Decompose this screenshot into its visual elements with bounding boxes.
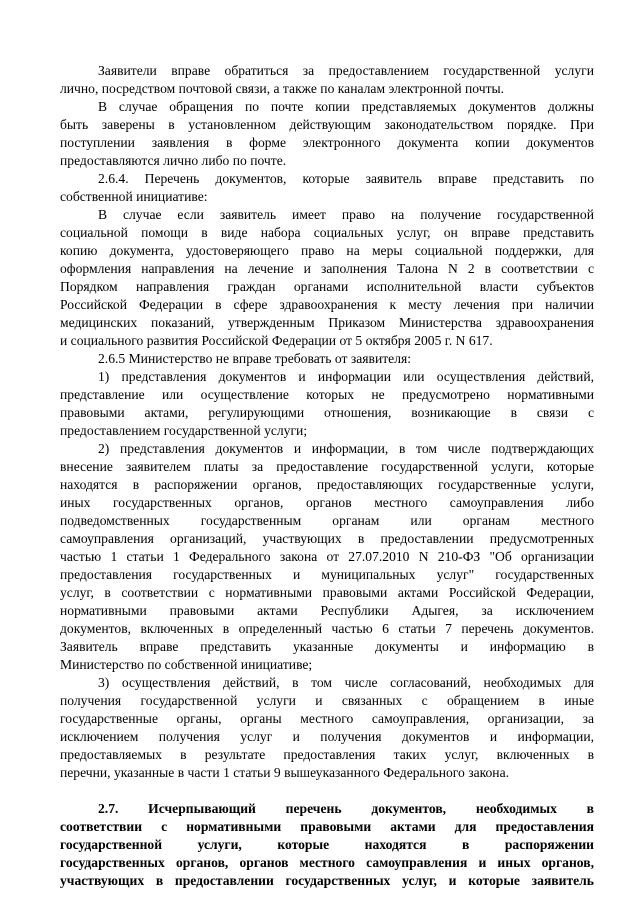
paragraph-line: поступлении заявления в форме электронного документа копии документов bbox=[60, 135, 594, 150]
paragraph-line: перечни, указанные в части 1 статьи 9 вышеуказанного Федерального закона. bbox=[60, 765, 510, 780]
paragraph-line: быть заверены в установленном действующим законодательством порядке. При bbox=[60, 117, 594, 132]
paragraph-line: получения государственной услуги и связанных с обращением в иные bbox=[60, 693, 594, 708]
paragraph-line: предоставляются лично либо по почте. bbox=[60, 153, 287, 168]
paragraph-line: собственной инициативе: bbox=[60, 189, 208, 204]
paragraph-line: 1) представления документов и информации или осуществления действий, bbox=[98, 369, 594, 384]
paragraph-line: Заявитель вправе представить указанные документы и информацию в bbox=[60, 639, 594, 654]
paragraph-line: услуг, в соответствии с нормативными правовыми актами Российской Федерации, bbox=[60, 585, 594, 600]
section-heading-line: участвующих в предоставлении государственных услуг, и которые заявитель bbox=[60, 873, 594, 888]
paragraph-line: Заявители вправе обратиться за предоставлением государственной услуги bbox=[98, 63, 594, 78]
paragraph-line: медицинских показаний, утвержденным Приказом Министерства здравоохранения bbox=[60, 315, 594, 330]
paragraph-line: лично, посредством почтовой связи, а также по каналам электронной почты. bbox=[60, 81, 505, 96]
paragraph-line: частью 1 статьи 1 Федерального закона от 27.07.2010 N 210-ФЗ "Об организации bbox=[60, 549, 594, 564]
paragraph-line: подведомственных государственным органам или органам местного bbox=[60, 513, 594, 528]
paragraph-line: В случае обращения по почте копии представляемых документов должны bbox=[98, 99, 594, 114]
paragraph-line: 2.6.4. Перечень документов, которые заявитель вправе представить по bbox=[98, 171, 594, 186]
paragraph-line: находятся в распоряжении органов, предоставляющих государственные услуги, bbox=[60, 477, 594, 492]
paragraph-line: копию документа, удостоверяющего право на меры социальной поддержки, для bbox=[60, 243, 594, 258]
section-heading-line: государственной услуги, которые находятся в распоряжении bbox=[60, 837, 594, 852]
paragraph-line: государственные органы, органы местного самоуправления, организации, за bbox=[60, 711, 594, 726]
section-heading-line: государственных органов, органов местного самоуправления и иных органов, bbox=[60, 855, 594, 870]
section-heading-line: 2.7. Исчерпывающий перечень документов, необходимых в bbox=[98, 801, 594, 816]
paragraph-line: оформления направления на лечение и заполнения Талона N 2 в соответствии с bbox=[60, 261, 594, 276]
paragraph-line: социальной помощи в виде набора социальных услуг, он вправе представить bbox=[60, 225, 594, 240]
paragraph-line: и социального развития Российской Федерации от 5 октября 2005 г. N 617. bbox=[60, 333, 493, 348]
paragraph-line: нормативными правовыми актами Республики Адыгея, за исключением bbox=[60, 603, 594, 618]
paragraph-line: предоставления государственных и муниципальных услуг" государственных bbox=[60, 567, 594, 582]
paragraph-line: внесение заявителем платы за предоставление государственной услуги, которые bbox=[60, 459, 594, 474]
paragraph-line: 2) представления документов и информации, в том числе подтверждающих bbox=[98, 441, 594, 456]
paragraph-line: 3) осуществления действий, в том числе согласований, необходимых для bbox=[98, 675, 594, 690]
paragraph-line: самоуправления организаций, участвующих в предоставлении предусмотренных bbox=[60, 531, 594, 546]
paragraph-line: документов, включенных в определенный частью 6 статьи 7 перечень документов. bbox=[60, 621, 594, 636]
paragraph-line: исключением получения услуг и получения документов и информации, bbox=[60, 729, 594, 744]
paragraph-line: иных государственных органов, органов местного самоуправления либо bbox=[60, 495, 594, 510]
section-heading-line: соответствии с нормативными правовыми актами для предоставления bbox=[60, 819, 594, 834]
paragraph-line: предоставляемых в результате предоставления таких услуг, включенных в bbox=[60, 747, 594, 762]
paragraph-line: предоставлением государственной услуги; bbox=[60, 423, 308, 438]
paragraph-line: В случае если заявитель имеет право на получение государственной bbox=[98, 207, 594, 222]
paragraph-line: Российской Федерации в сфере здравоохранения к месту лечения при наличии bbox=[60, 297, 594, 312]
paragraph-line: Порядком направления граждан органами исполнительной власти субъектов bbox=[60, 279, 594, 294]
paragraph-line: представление или осуществление которых не предусмотрено нормативными bbox=[60, 387, 594, 402]
paragraph-line: Министерство по собственной инициативе; bbox=[60, 657, 313, 672]
paragraph-line: правовыми актами, регулирующими отношения, возникающие в связи с bbox=[60, 405, 594, 420]
paragraph-line: 2.6.5 Министерство не вправе требовать от заявителя: bbox=[98, 351, 412, 366]
